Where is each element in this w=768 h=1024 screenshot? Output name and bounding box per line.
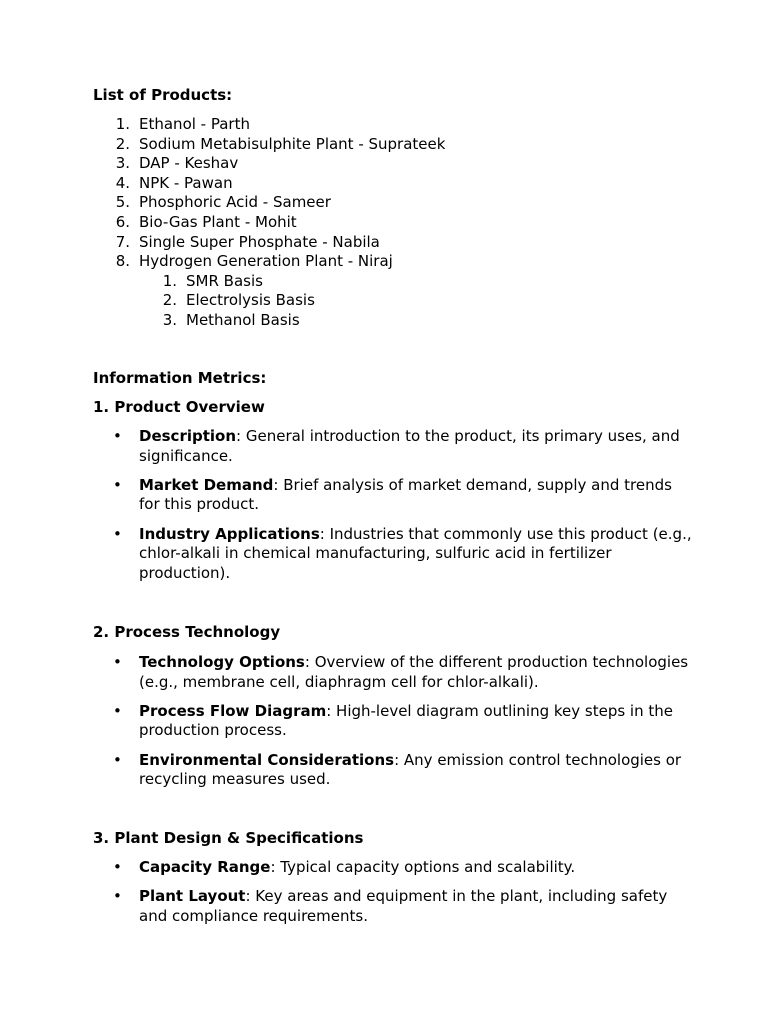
subitem-number: 1. bbox=[162, 271, 177, 290]
bullet-icon: • bbox=[113, 475, 122, 494]
product-item bbox=[93, 193, 693, 213]
product-number: 5. bbox=[115, 193, 130, 212]
list-item bbox=[93, 887, 693, 926]
products-list-block bbox=[93, 115, 693, 331]
products-list bbox=[93, 115, 693, 272]
section-1-list-block bbox=[93, 427, 693, 593]
product-label: NPK - Pawan bbox=[139, 173, 233, 192]
bullet-icon: • bbox=[113, 653, 122, 671]
product-number: 7. bbox=[115, 232, 130, 251]
item-term: Description bbox=[139, 427, 237, 445]
section-title: 1. Product Overview bbox=[93, 398, 265, 416]
product-number: 6. bbox=[115, 212, 130, 231]
section-plant-design bbox=[93, 829, 693, 848]
product-label: DAP - Keshav bbox=[139, 154, 239, 173]
subitem-number: 3. bbox=[162, 310, 177, 329]
products-heading-block bbox=[93, 86, 693, 105]
product-item bbox=[93, 115, 693, 135]
section-process-technology bbox=[93, 623, 693, 642]
item-term: Technology Options bbox=[139, 653, 305, 671]
item-term: Industry Applications bbox=[139, 524, 320, 543]
product-number: 8. bbox=[115, 252, 130, 271]
product-label: Ethanol - Parth bbox=[139, 115, 250, 133]
metrics-heading-block bbox=[93, 369, 693, 388]
item-text: : High-level diagram outlining key steps in the production process. bbox=[139, 701, 673, 740]
item-text: : Any emission control technologies or recycling measures used. bbox=[139, 750, 682, 789]
list-item bbox=[93, 858, 693, 878]
product-number: 4. bbox=[115, 173, 130, 192]
subitem-label: Methanol Basis bbox=[186, 310, 300, 329]
list-item bbox=[93, 476, 693, 515]
product-label: Single Super Phosphate - Nabila bbox=[139, 232, 380, 251]
bullet-icon: • bbox=[113, 750, 122, 769]
section-title: 2. Process Technology bbox=[93, 623, 281, 641]
product-label: Hydrogen Generation Plant - Niraj bbox=[139, 252, 393, 271]
product-label: Sodium Metabisulphite Plant - Suprateek bbox=[139, 134, 446, 153]
product-item bbox=[93, 252, 693, 272]
section-1-list bbox=[93, 427, 693, 583]
metrics-heading: Information Metrics: bbox=[93, 369, 267, 387]
product-item bbox=[93, 154, 693, 174]
item-text: : General introduction to the product, its primary uses, and significance. bbox=[139, 427, 680, 465]
product-item bbox=[93, 135, 693, 155]
list-item bbox=[93, 427, 693, 466]
item-text: : Industries that commonly use this product (e.g., chlor-alkali in chemical manufacturing, sulfuric acid in fertilizer production). bbox=[139, 524, 692, 582]
product-number: 3. bbox=[115, 154, 130, 173]
section-product-overview bbox=[93, 398, 693, 417]
hydrogen-subitem bbox=[93, 311, 693, 331]
product-item bbox=[93, 233, 693, 253]
product-item bbox=[93, 174, 693, 194]
item-term: Environmental Considerations bbox=[139, 750, 395, 769]
hydrogen-subitem bbox=[93, 272, 693, 292]
item-text: : Brief analysis of market demand, supply and trends for this product. bbox=[139, 475, 672, 514]
products-heading: List of Products: bbox=[93, 86, 233, 104]
subitem-number: 2. bbox=[162, 291, 177, 310]
item-text: : Key areas and equipment in the plant, including safety and compliance requirements. bbox=[139, 887, 668, 925]
item-term: Process Flow Diagram bbox=[139, 701, 327, 720]
bullet-icon: • bbox=[113, 427, 122, 445]
list-item bbox=[93, 653, 693, 692]
section-2-list-block bbox=[93, 653, 693, 799]
item-term: Market Demand bbox=[139, 475, 274, 494]
list-item bbox=[93, 702, 693, 741]
product-label: Phosphoric Acid - Sameer bbox=[139, 193, 331, 212]
list-item bbox=[93, 525, 693, 584]
section-3-list bbox=[93, 858, 693, 926]
subitem-label: SMR Basis bbox=[186, 271, 263, 290]
section-2-list bbox=[93, 653, 693, 790]
item-term: Capacity Range bbox=[139, 858, 271, 876]
subitem-label: Electrolysis Basis bbox=[186, 291, 315, 310]
section-3-list-block bbox=[93, 858, 693, 936]
item-term: Plant Layout bbox=[139, 887, 246, 906]
product-item bbox=[93, 213, 693, 233]
section-title: 3. Plant Design & Specifications bbox=[93, 829, 364, 847]
product-number: 2. bbox=[115, 134, 130, 153]
bullet-icon: • bbox=[113, 524, 122, 543]
bullet-icon: • bbox=[113, 887, 122, 906]
item-text: : Typical capacity options and scalability. bbox=[270, 858, 576, 876]
hydrogen-subitem bbox=[93, 291, 693, 311]
list-item bbox=[93, 751, 693, 790]
product-number: 1. bbox=[115, 115, 130, 133]
hydrogen-sublist bbox=[93, 272, 693, 331]
bullet-icon: • bbox=[113, 858, 122, 876]
product-label: Bio-Gas Plant - Mohit bbox=[139, 212, 297, 231]
item-text: : Overview of the different production technologies (e.g., membrane cell, diaphragm cell for chlor-alkali). bbox=[139, 653, 689, 691]
bullet-icon: • bbox=[113, 701, 122, 720]
